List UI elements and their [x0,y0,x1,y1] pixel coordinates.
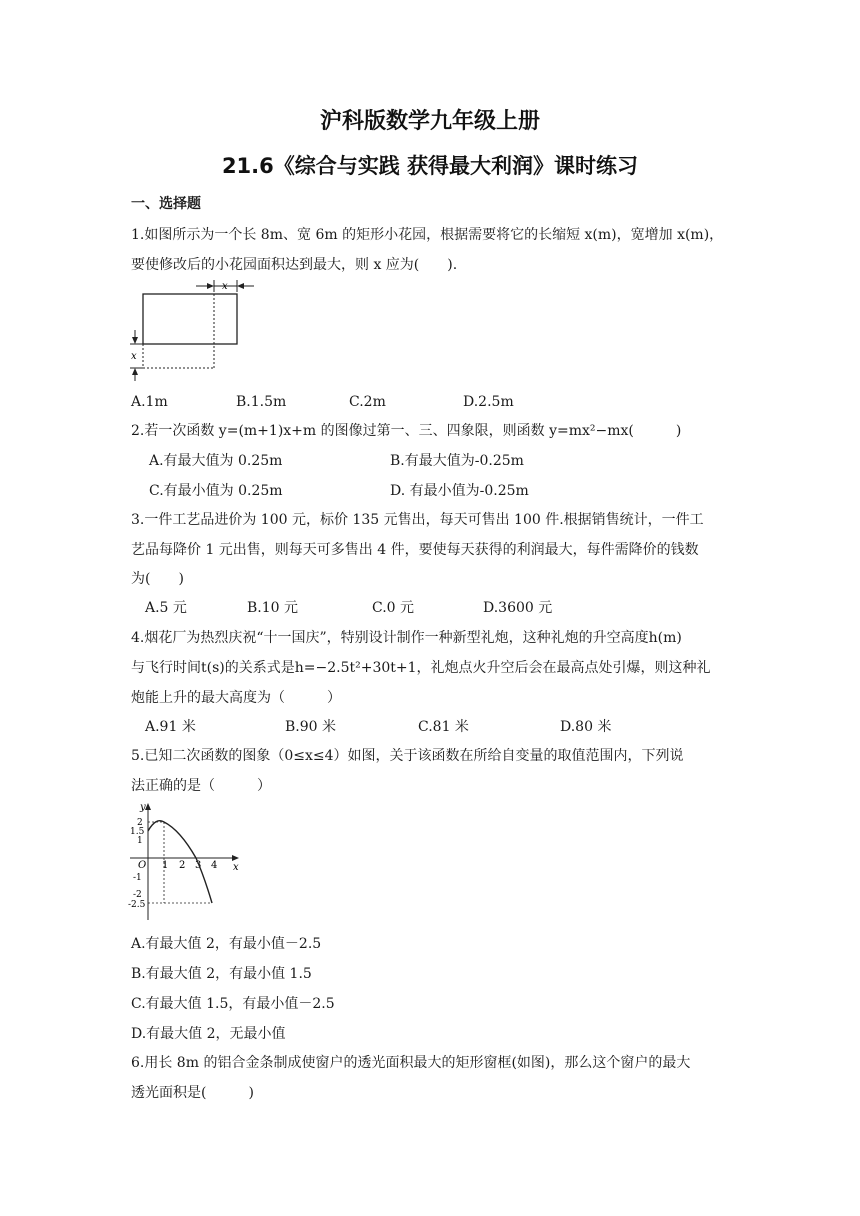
q2-option-d: D. 有最小值为-0.25m [390,483,529,499]
q5-x-axis-label: x [233,862,239,873]
q5-option-b: B.有最大值 2，有最小值 1.5 [131,966,312,982]
q5-y-tick-neg2: -2 [133,890,142,900]
q5-option-c: C.有最大值 1.5，有最小值－2.5 [131,996,335,1012]
q4-option-c: C.81 米 [418,719,469,735]
q3-option-a: A.5 元 [145,600,187,616]
q3-option-b: B.10 元 [247,600,299,616]
q4-option-b: B.90 米 [285,719,337,735]
document-subtitle: 21.6《综合与实践 获得最大利润》课时练习 [221,154,639,178]
q5-y-tick-neg1: -1 [133,873,142,883]
q5-y-tick-1: 1 [137,836,143,846]
q1-arrow-down-icon [132,337,138,344]
q1-original-rectangle [143,294,237,344]
q5-option-d: D.有最大值 2，无最小值 [131,1026,286,1042]
q1-option-c: C.2m [349,394,386,410]
q1-option-b: B.1.5m [236,394,287,410]
q1-text-line1: 1.如图所示为一个长 8m、宽 6m 的矩形小花园，根据需要将它的长缩短 x(m)，宽增加 x(m)， [131,227,724,243]
q2-option-a: A.有最大值为 0.25m [149,453,283,469]
q1-garden-figure [128,278,258,383]
q5-x-tick-3: 3 [195,860,202,871]
section-heading: 一、选择题 [131,196,201,212]
q1-label-left-x: x [131,351,137,362]
q1-arrow-right-icon [207,283,214,289]
q5-y-axis-arrow-icon [145,803,151,810]
q5-quadratic-graph [126,800,246,922]
q3-option-d: D.3600 元 [483,600,553,616]
q5-x-tick-4: 4 [211,860,218,871]
q5-origin-label: O [138,860,147,871]
q5-y-tick-2: 2 [137,818,143,828]
q2-option-c: C.有最小值为 0.25m [149,483,283,499]
q4-option-a: A.91 米 [145,719,196,735]
document-title: 沪科版数学九年级上册 [319,109,540,134]
q5-x-tick-2: 2 [179,860,186,871]
q4-text-line2: 与飞行时间t(s)的关系式是h=−2.5t²+30t+1，礼炮点火升空后会在最高点处引爆，则这种礼 [131,660,711,676]
q1-label-top-x: x [222,281,228,292]
q1-option-a: A.1m [131,394,168,410]
q5-text-line1: 5.已知二次函数的图象（0≤x≤4）如图，关于该函数在所给自变量的取值范围内，下列说 [131,748,684,764]
q1-option-d: D.2.5m [463,394,514,410]
q5-text-line2: 法正确的是（ ） [131,778,271,794]
q3-text-line3: 为( ) [131,571,184,587]
q5-option-a: A.有最大值 2，有最小值－2.5 [131,936,322,952]
q5-y-tick-neg2-5: -2.5 [128,900,146,910]
q5-y-axis-label: y [140,802,146,813]
q2-text-line1: 2.若一次函数 y=(m+1)x+m 的图像过第一、三、四象限，则函数 y=mx²−mx( ) [131,423,682,439]
q3-text-line2: 艺品每降价 1 元出售，则每天可多售出 4 件，要使每天获得的利润最大，每件需降价的钱数 [131,542,699,558]
q6-text-line2: 透光面积是( ) [131,1085,254,1101]
q1-arrow-up-icon [132,368,138,375]
q4-text-line3: 炮能上升的最大高度为（ ） [131,690,341,706]
q4-text-line1: 4.烟花厂为热烈庆祝“十一国庆”，特别设计制作一种新型礼炮，这种礼炮的升空高度h(m) [131,630,682,646]
q1-arrow-left-icon [237,283,244,289]
q1-text-line2: 要使修改后的小花园面积达到最大，则 x 应为( ). [131,257,458,273]
q3-text-line1: 3.一件工艺品进价为 100 元，标价 135 元售出，每天可售出 100 件.根据销售统计，一件工 [131,512,704,528]
q5-x-axis-arrow-icon [232,855,239,861]
q3-option-c: C.0 元 [372,600,415,616]
q5-x-tick-1: 1 [162,860,169,871]
q4-option-d: D.80 米 [560,719,612,735]
q2-option-b: B.有最大值为-0.25m [390,453,524,469]
q6-text-line1: 6.用长 8m 的铝合金条制成使窗户的透光面积最大的矩形窗框(如图)，那么这个窗户的最大 [131,1055,691,1071]
q5-y-tick-1-5: 1.5 [130,827,145,837]
